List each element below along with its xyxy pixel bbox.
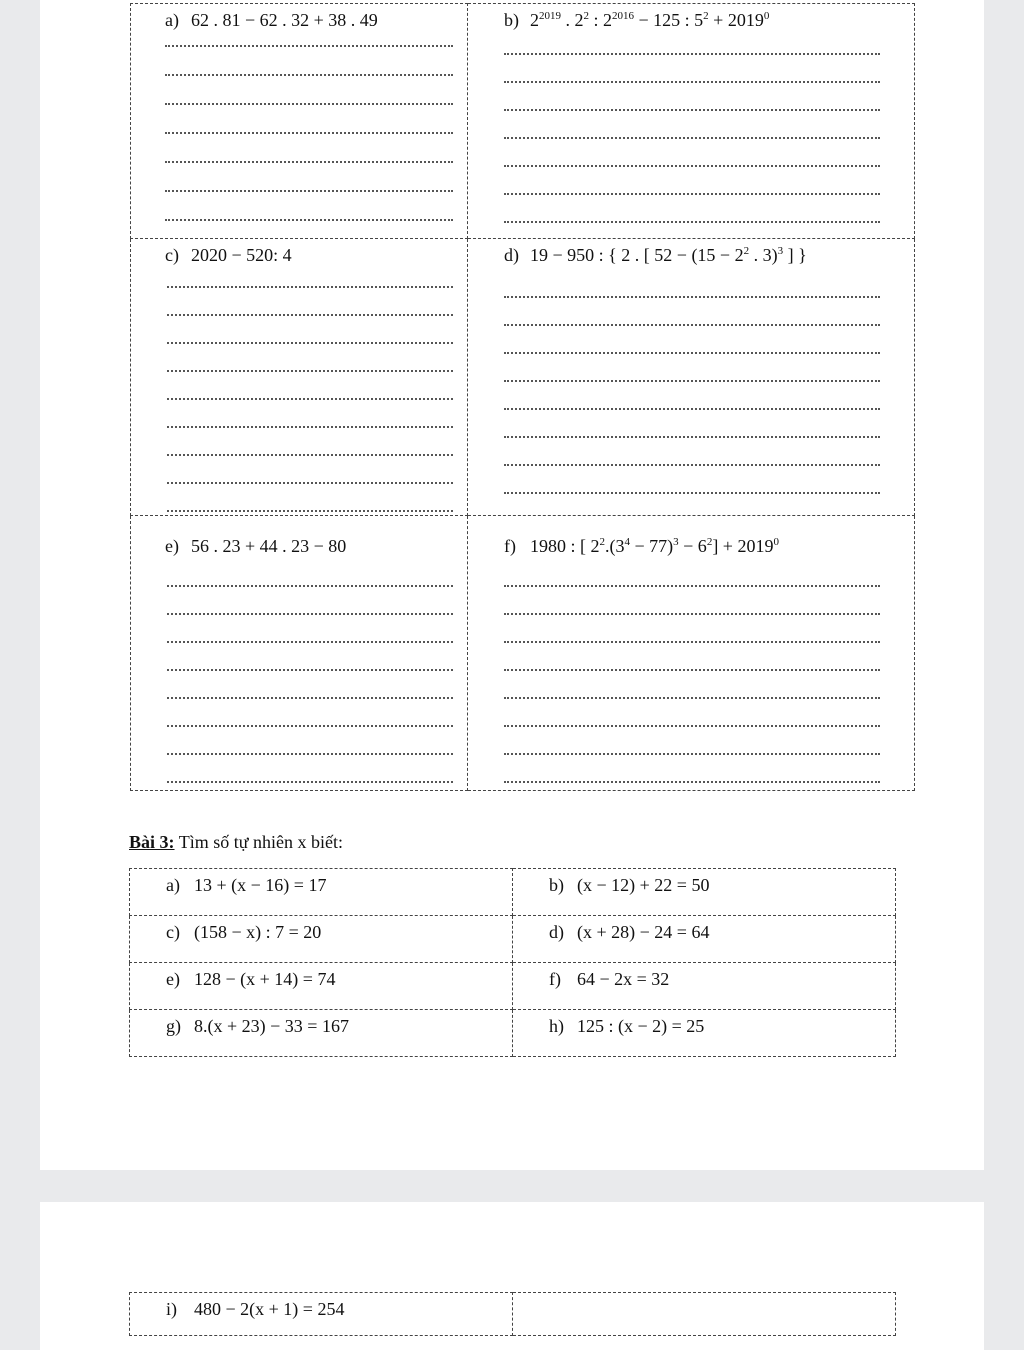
x-cell-g: g) 8.(x + 23) − 33 = 167 — [130, 1010, 513, 1057]
x-cell-a: a) 13 + (x − 16) = 17 — [130, 869, 513, 916]
x-cell-h: h) 125 : (x − 2) = 25 — [513, 1010, 896, 1057]
exercise-cell-f — [468, 516, 915, 791]
answer-lines — [504, 296, 880, 494]
exercise-e: e) 56 . 23 + 44 . 23 − 80 — [165, 536, 347, 556]
bai3-text: Tìm số tự nhiên x biết: — [178, 832, 343, 852]
calculation-table — [130, 3, 915, 791]
dotted-line — [504, 585, 880, 587]
dotted-line — [167, 398, 453, 400]
answer-lines — [165, 45, 453, 221]
dotted-line — [504, 53, 880, 55]
exercise-c: c) 2020 − 520: 4 — [165, 245, 292, 265]
exercise-cell-c — [131, 239, 468, 516]
dotted-line — [504, 165, 880, 167]
exercise-b: b) $2^{2019}$ . $2^2$ : $2^{2016} - 125$ : $5^2 + 2019^0$ — [504, 10, 770, 30]
dotted-line — [167, 669, 453, 671]
dotted-line — [167, 426, 453, 428]
dotted-line — [504, 137, 880, 139]
dotted-line — [504, 436, 880, 438]
find-x-table-continued — [129, 1292, 896, 1336]
exercise-cell-e — [131, 516, 468, 791]
dotted-line — [167, 613, 453, 615]
dotted-line — [167, 585, 453, 587]
dotted-line — [504, 781, 880, 783]
dotted-line — [167, 753, 453, 755]
dotted-line — [504, 324, 880, 326]
x-cell-b: b) (x − 12) + 22 = 50 — [513, 869, 896, 916]
dotted-line — [167, 697, 453, 699]
exercise-cell-a — [131, 4, 468, 239]
dotted-line — [167, 314, 453, 316]
dotted-line — [167, 482, 453, 484]
dotted-line — [504, 352, 880, 354]
exercise-d: d) 19 − 950 : { 2 . [ $52 - (15 - 2^2$ . 3)$^3$ ] } — [504, 245, 807, 265]
dotted-line — [167, 342, 453, 344]
x-cell-empty — [513, 1293, 896, 1336]
answer-lines — [504, 585, 880, 783]
x-cell-i: i) 480 − 2(x + 1) = 254 — [130, 1293, 513, 1336]
answer-lines — [165, 286, 453, 512]
x-cell-c: c) (158 − x) : 7 = 20 — [130, 916, 513, 963]
dotted-line — [167, 641, 453, 643]
dotted-line — [504, 641, 880, 643]
dotted-line — [165, 161, 453, 163]
dotted-line — [165, 190, 453, 192]
dotted-line — [165, 219, 453, 221]
dotted-line — [165, 103, 453, 105]
answer-lines — [504, 53, 880, 223]
dotted-line — [167, 510, 453, 512]
dotted-line — [165, 45, 453, 47]
bai3-heading — [129, 832, 343, 853]
dotted-line — [504, 725, 880, 727]
x-cell-e: e) 128 − (x + 14) = 74 — [130, 963, 513, 1010]
dotted-line — [504, 408, 880, 410]
x-cell-f: f) 64 − 2x = 32 — [513, 963, 896, 1010]
dotted-line — [165, 132, 453, 134]
dotted-line — [167, 370, 453, 372]
dotted-line — [504, 109, 880, 111]
dotted-line — [504, 296, 880, 298]
dotted-line — [167, 781, 453, 783]
dotted-line — [165, 74, 453, 76]
dotted-line — [504, 613, 880, 615]
dotted-line — [504, 669, 880, 671]
exercise-a: a) 62 . 81 − 62 . 32 + 38 . 49 — [165, 10, 378, 30]
dotted-line — [504, 753, 880, 755]
dotted-line — [504, 697, 880, 699]
exercise-f: f) 1980 : [ $2^2.(3^4 - 77)^3 - 6^2] + 2019^0$ — [504, 536, 779, 556]
find-x-table — [129, 868, 896, 1057]
dotted-line — [167, 286, 453, 288]
worksheet-page-1 — [40, 0, 984, 1170]
worksheet-page-2 — [40, 1202, 984, 1350]
dotted-line — [167, 725, 453, 727]
dotted-line — [504, 193, 880, 195]
dotted-line — [504, 380, 880, 382]
dotted-line — [504, 221, 880, 223]
x-cell-d: d) (x + 28) − 24 = 64 — [513, 916, 896, 963]
exercise-cell-b — [468, 4, 915, 239]
dotted-line — [167, 454, 453, 456]
dotted-line — [504, 492, 880, 494]
exercise-cell-d — [468, 239, 915, 516]
bai3-title: Bài 3: — [129, 832, 175, 852]
dotted-line — [504, 81, 880, 83]
answer-lines — [165, 585, 453, 783]
dotted-line — [504, 464, 880, 466]
